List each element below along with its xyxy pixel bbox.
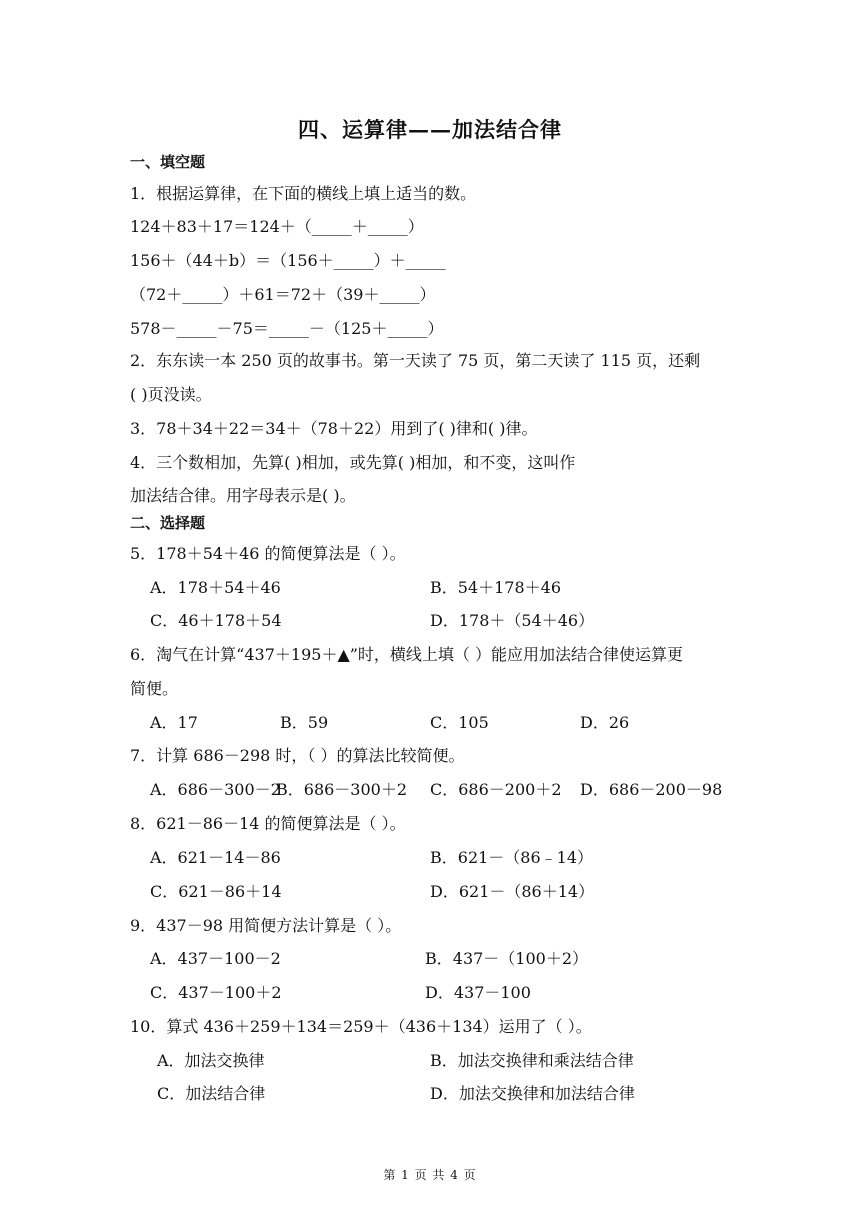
q1-line-3: （72＋_____）＋61＝72＋（39＋_____） — [130, 285, 436, 304]
q7-option-a: A．686－300－2 — [150, 780, 281, 799]
q9-stem: 9．437－98 用简便方法计算是（ ）。 — [130, 916, 402, 935]
q8-stem: 8．621－86－14 的简便算法是（ ）。 — [130, 814, 406, 833]
q4-line-2: 加法结合律。用字母表示是( )。 — [130, 486, 356, 505]
q10-option-c: C．加法结合律 — [157, 1084, 266, 1103]
q10-option-a: A．加法交换律 — [157, 1051, 265, 1070]
q1-line-4: 578－_____－75＝_____－（125＋_____） — [130, 319, 444, 338]
q8-option-a: A．621－14－86 — [150, 848, 281, 867]
q6-line-1: 6．淘气在计算“437＋195＋▲”时，横线上填（ ）能应用加法结合律使运算更 — [130, 645, 684, 664]
q6-option-b: B．59 — [280, 713, 329, 732]
q5-option-c: C．46＋178＋54 — [150, 611, 282, 630]
q5-option-b: B．54＋178＋46 — [430, 578, 562, 597]
q9-option-d: D．437－100 — [425, 983, 531, 1002]
q8-option-b: B．621－（86﹣14） — [430, 848, 594, 867]
q7-option-d: D．686－200－98 — [580, 780, 723, 799]
q8-option-d: D．621－（86＋14） — [430, 882, 595, 901]
q9-option-b: B．437－（100＋2） — [425, 949, 589, 968]
section-choice-heading: 二、选择题 — [130, 514, 206, 532]
q1-line-2: 156＋（44＋b）＝（156＋_____）＋_____ — [130, 251, 446, 270]
q5-option-d: D．178＋（54＋46） — [430, 611, 595, 630]
q5-option-a: A．178＋54＋46 — [150, 578, 281, 597]
q9-option-a: A．437－100－2 — [150, 949, 281, 968]
q1-line-1: 124＋83＋17＝124＋（_____＋_____） — [130, 217, 424, 236]
q9-option-c: C．437－100＋2 — [150, 983, 282, 1002]
section-fill-blank-heading: 一、填空题 — [130, 153, 206, 171]
q7-option-c: C．686－200＋2 — [430, 780, 562, 799]
q2-line-1: 2．东东读一本 250 页的故事书。第一天读了 75 页，第二天读了 115 页，还剩 — [130, 351, 701, 370]
page-title: 四、运算律——加法结合律 — [298, 117, 562, 142]
q2-line-2: ( )页没读。 — [130, 385, 212, 404]
q10-stem: 10．算式 436＋259＋134＝259＋（436＋134）运用了（ ）。 — [130, 1017, 592, 1036]
q7-stem: 7．计算 686－298 时，（ ）的算法比较简便。 — [130, 746, 465, 765]
q1-stem: 1．根据运算律，在下面的横线上填上适当的数。 — [130, 184, 477, 203]
q5-stem: 5．178＋54＋46 的简便算法是（ ）。 — [130, 544, 406, 563]
q6-option-c: C．105 — [430, 713, 489, 732]
q3-text: 3．78＋34＋22＝34＋（78＋22）用到了( )律和( )律。 — [130, 419, 538, 438]
q8-option-c: C．621－86＋14 — [150, 882, 282, 901]
q4-line-1: 4．三个数相加，先算( )相加，或先算( )相加，和不变，这叫作 — [130, 453, 576, 472]
q6-line-2: 简便。 — [130, 679, 179, 698]
q6-option-a: A．17 — [150, 713, 198, 732]
q10-option-b: B．加法交换律和乘法结合律 — [430, 1051, 634, 1070]
page-footer: 第 1 页 共 4 页 — [383, 1168, 477, 1182]
q6-option-d: D．26 — [580, 713, 630, 732]
q10-option-d: D．加法交换律和加法结合律 — [430, 1084, 635, 1103]
q7-option-b: B．686－300＋2 — [276, 780, 408, 799]
